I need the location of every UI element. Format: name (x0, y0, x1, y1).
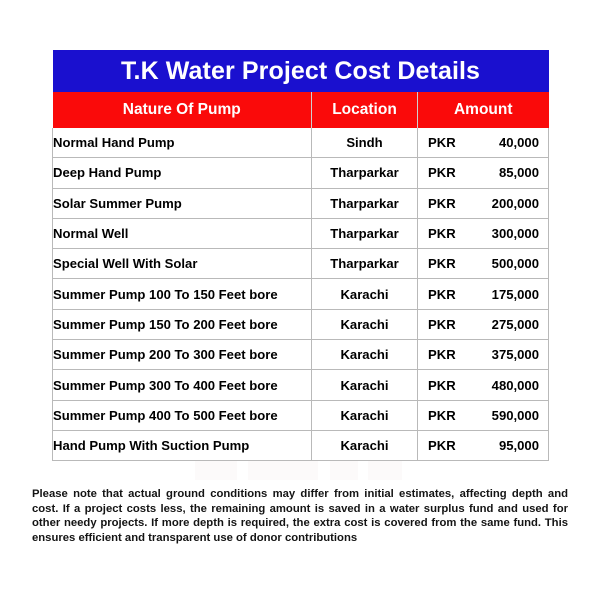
cell-amount (418, 128, 549, 158)
table-row (53, 279, 549, 309)
cell-amount (418, 400, 549, 430)
cost-table (52, 50, 549, 461)
amount-wrapper (418, 189, 548, 218)
table-row (53, 218, 549, 248)
amount-currency: PKR (428, 165, 456, 181)
amount-currency: PKR (428, 407, 456, 423)
cell-nature-of-pump: Special Well With Solar (53, 249, 312, 279)
table-row (53, 158, 549, 188)
amount-value: 590,000 (491, 407, 539, 423)
amount-currency: PKR (428, 347, 456, 363)
amount-wrapper (418, 370, 548, 399)
cell-location: Tharparkar (312, 188, 418, 218)
cell-nature-of-pump: Summer Pump 100 To 150 Feet bore (53, 279, 312, 309)
amount-currency: PKR (428, 195, 456, 211)
cell-nature-of-pump: Hand Pump With Suction Pump (53, 430, 312, 460)
amount-wrapper (418, 431, 548, 460)
cell-nature-of-pump: Deep Hand Pump (53, 158, 312, 188)
cell-amount (418, 340, 549, 370)
amount-wrapper (418, 401, 548, 430)
amount-wrapper (418, 219, 548, 248)
cell-location: Karachi (312, 430, 418, 460)
cell-nature-of-pump: Summer Pump 200 To 300 Feet bore (53, 340, 312, 370)
table-row (53, 340, 549, 370)
cell-nature-of-pump: Normal Well (53, 218, 312, 248)
amount-currency: PKR (428, 286, 456, 302)
cell-nature-of-pump: Summer Pump 150 To 200 Feet bore (53, 309, 312, 339)
cell-location: Karachi (312, 340, 418, 370)
table-row (53, 249, 549, 279)
column-header-nature-of-pump: Nature Of Pump (53, 92, 312, 128)
cell-amount (418, 309, 549, 339)
table-body (53, 128, 549, 461)
page-title: T.K Water Project Cost Details (53, 50, 549, 92)
amount-wrapper (418, 249, 548, 278)
amount-value: 175,000 (491, 286, 539, 302)
cell-nature-of-pump: Summer Pump 400 To 500 Feet bore (53, 400, 312, 430)
amount-currency: PKR (428, 316, 456, 332)
cost-table-container (52, 50, 548, 461)
table-row (53, 400, 549, 430)
cell-amount (418, 279, 549, 309)
amount-wrapper (418, 310, 548, 339)
amount-wrapper (418, 279, 548, 308)
table-row (53, 370, 549, 400)
amount-value: 95,000 (498, 438, 539, 454)
cell-location: Tharparkar (312, 249, 418, 279)
amount-currency: PKR (428, 438, 456, 454)
cell-location: Karachi (312, 400, 418, 430)
amount-value: 200,000 (491, 195, 539, 211)
column-header-location: Location (312, 92, 418, 128)
cell-amount (418, 430, 549, 460)
amount-value: 300,000 (491, 226, 539, 242)
cell-location: Sindh (312, 128, 418, 158)
amount-value: 85,000 (498, 165, 539, 181)
cell-amount (418, 218, 549, 248)
table-row (53, 309, 549, 339)
amount-value: 275,000 (491, 316, 539, 332)
cell-amount (418, 370, 549, 400)
cell-location: Karachi (312, 370, 418, 400)
cell-nature-of-pump: Summer Pump 300 To 400 Feet bore (53, 370, 312, 400)
amount-value: 480,000 (491, 377, 539, 393)
amount-value: 40,000 (498, 135, 539, 151)
footnote-text: Please note that actual ground conditions may differ from initial estimates, affecting depth and cost. If a project costs less, the remaining amount is saved in a water surplus fund and used for other needy projects. If more depth is required, the extra cost is covered from the same fund. This ensures efficient and transparent use of donor contributions (32, 488, 568, 544)
column-header-amount: Amount (418, 92, 549, 128)
amount-value: 375,000 (491, 347, 539, 363)
cell-nature-of-pump: Solar Summer Pump (53, 188, 312, 218)
cell-amount (418, 158, 549, 188)
amount-currency: PKR (428, 135, 456, 151)
amount-value: 500,000 (491, 256, 539, 272)
amount-wrapper (418, 128, 548, 157)
cell-location: Tharparkar (312, 218, 418, 248)
cell-location: Tharparkar (312, 158, 418, 188)
table-row (53, 128, 549, 158)
table-title-row (53, 50, 549, 92)
cell-nature-of-pump: Normal Hand Pump (53, 128, 312, 158)
amount-currency: PKR (428, 226, 456, 242)
cell-amount (418, 188, 549, 218)
cell-location: Karachi (312, 309, 418, 339)
cell-amount (418, 249, 549, 279)
cell-location: Karachi (312, 279, 418, 309)
table-header-row (53, 92, 549, 128)
amount-currency: PKR (428, 256, 456, 272)
amount-wrapper (418, 340, 548, 369)
table-row (53, 188, 549, 218)
amount-currency: PKR (428, 377, 456, 393)
table-row (53, 430, 549, 460)
amount-wrapper (418, 158, 548, 187)
